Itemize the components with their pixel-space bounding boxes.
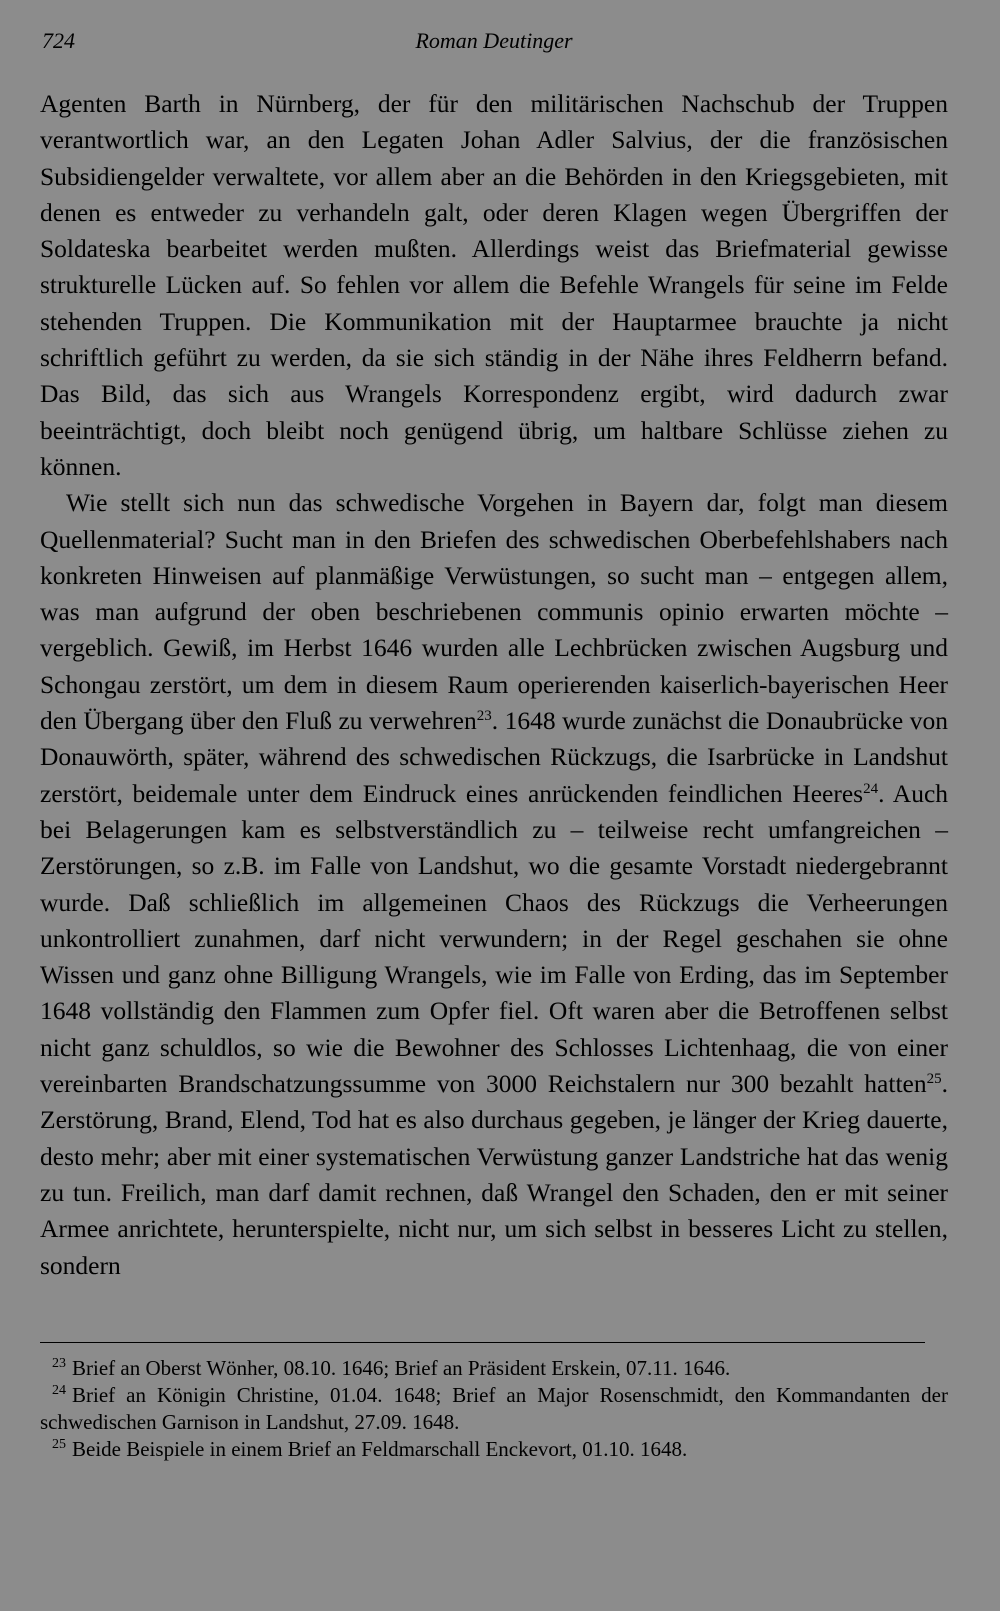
footnote-reference: 24: [863, 780, 879, 797]
paragraph-text: Wie stellt sich nun das schwedische Vorgehen in Bayern dar, folgt man diesem Quellenmaterial? Sucht man in den Briefen des schwedischen Oberbefehlshabers nach konkreten Hinweisen auf planmäßige Verwüstungen, so sucht man – entgegen allem, was man aufgrund der oben beschriebenen communis opinio erwarten möchte – vergeblich. Gewiß, im Herbst 1646 wurden alle Lechbrücken zwischen Augsburg und Schongau zerstört, um dem in diesem Raum operierenden kaiserlich-bayerischen Heer den Übergang über den Fluß zu verwehren: [40, 488, 948, 736]
footnote-reference: 23: [476, 708, 492, 725]
paragraph-text: . Zerstörung, Brand, Elend, Tod hat es also durchaus gegeben, je länger der Krieg dauerte, desto mehr; aber mit einer systematischen Verwüstung ganzer Landstriche hat das wenig zu tun. Freilich, man darf damit rechnen, daß Wrangel den Schaden, den er mit seiner Armee anrichtete, herunterspielte, nicht nur, um sich selbst in besseres Licht zu stellen, sondern: [40, 1069, 948, 1280]
body-text: [40, 86, 948, 1284]
page-number: 724: [42, 28, 75, 53]
footnote-number: 23: [52, 1355, 66, 1371]
paragraph-text: . Auch bei Belagerungen kam es selbstverständlich zu – teilweise recht umfangreichen – Zerstörungen, so z.B. im Falle von Landshut, wo die gesamte Vorstadt niedergebrannt wurde. Daß schließlich im allgemeinen Chaos des Rückzugs die Verheerungen unkontrolliert zunahmen, darf nicht verwundern; in der Regel geschahen sie ohne Wissen und ganz ohne Billigung Wrangels, wie im Falle von Erding, das im September 1648 vollständig den Flammen zum Opfer fiel. Oft waren aber die Betroffenen selbst nicht ganz schuldlos, so wie die Bewohner des Schlosses Lichtenhaag, die von einer vereinbarten Brandschatzungssumme von 3000 Reichstalern nur 300 bezahlt hatten: [40, 778, 949, 1099]
paragraph-text: . 1648 wurde zunächst die Donaubrücke von Donauwörth, später, während des schwedischen Rückzugs, die Isarbrücke in Landshut zerstört, beidemale unter dem Eindruck eines anrückenden feindlichen Heeres: [40, 706, 949, 808]
paragraph-text: Agenten Barth in Nürnberg, der für den militärischen Nachschub der Truppen verantwortlich war, an den Legaten Johan Adler Salvius, der die französischen Subsidiengelder verwaltete, vor allem aber an die Behörden in den Kriegsgebieten, mit denen es entweder zu verhandeln galt, oder deren Klagen wegen Übergriffen der Soldateska bearbeitet werden mußten. Allerdings weist das Briefmaterial gewisse strukturelle Lücken auf. So fehlen vor allem die Befehle Wrangels für seine im Felde stehenden Truppen. Die Kommunikation mit der Hauptarmee brauchte ja nicht schriftlich geführt zu werden, da sie sich ständig in der Nähe ihres Feldherrn befand. Das Bild, das sich aus Wrangels Korrespondenz ergibt, wird dadurch zwar beeinträchtigt, doch bleibt noch genügend übrig, um haltbare Schlüsse ziehen zu können.: [40, 89, 948, 481]
footnote-divider: [40, 1342, 925, 1343]
footnote-number: 25: [52, 1436, 66, 1452]
body-paragraph: [40, 86, 948, 485]
footnote-number: 24: [52, 1382, 66, 1398]
body-paragraph: [40, 485, 948, 1284]
footnote: [40, 1436, 948, 1463]
footnotes: [40, 1355, 948, 1463]
running-head: [40, 28, 948, 64]
footnote: [40, 1382, 948, 1436]
footnote-text: Brief an Königin Christine, 01.04. 1648; Brief an Major Rosenschmidt, den Kommandanten der schwedischen Garnison in Landshut, 27.09. 1648.: [40, 1382, 948, 1434]
footnote: [40, 1355, 948, 1382]
running-head-author: Roman Deutinger: [415, 28, 573, 53]
footnote-text: Beide Beispiele in einem Brief an Feldmarschall Enckevort, 01.10. 1648.: [72, 1436, 688, 1461]
footnote-reference: 25: [926, 1071, 942, 1088]
footnote-text: Brief an Oberst Wönher, 08.10. 1646; Brief an Präsident Erskein, 07.11. 1646.: [72, 1355, 731, 1380]
